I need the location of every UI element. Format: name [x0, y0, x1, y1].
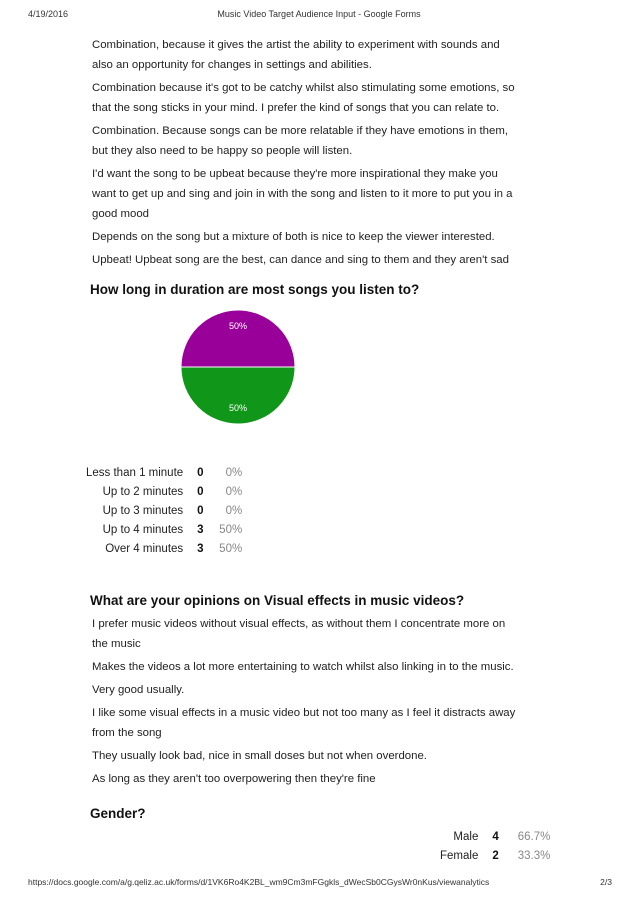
gender-results-table: [440, 827, 550, 865]
answers-list-visual-effects: [92, 614, 522, 792]
question-title-gender: Gender?: [90, 806, 146, 821]
option-count: 4: [492, 830, 499, 843]
table-row: [86, 482, 242, 501]
question-title-visual-effects: What are your opinions on Visual effects in music videos?: [90, 593, 465, 608]
answers-list-top: [92, 35, 522, 273]
footer-page-number: 2/3: [600, 877, 612, 887]
answer-text: They usually look bad, nice in small doses but not when overdone.: [92, 750, 427, 762]
table-row: [440, 827, 550, 846]
duration-results-table: [86, 463, 242, 558]
answer-text: Combination because it's got to be catchy whilst also stimulating some emotions, so that the song sticks in your mind. I prefer the kind of songs that you can relate to.: [92, 82, 515, 114]
pie-slice-label: 50%: [228, 403, 248, 414]
table-row: [86, 501, 242, 520]
option-label: Up to 4 minutes: [102, 523, 184, 536]
option-label: Male: [453, 830, 479, 843]
answer-text: Combination. Because songs can be more relatable if they have emotions in them, but they also need to be happy so people will listen.: [92, 125, 508, 157]
pie-slice-label: 50%: [228, 320, 248, 331]
option-percent: 0%: [225, 466, 243, 479]
option-count: 3: [197, 523, 204, 536]
table-row: [86, 539, 242, 558]
option-count: 0: [197, 504, 204, 517]
option-label: Over 4 minutes: [105, 542, 184, 555]
option-count: 0: [197, 485, 204, 498]
header-title: Music Video Target Audience Input - Google Forms: [217, 9, 421, 19]
answer-text: Depends on the song but a mixture of both is nice to keep the viewer interested.: [92, 231, 495, 243]
option-label: Female: [440, 849, 479, 862]
answer-text: Very good usually.: [92, 684, 185, 696]
table-row: [86, 463, 242, 482]
option-percent: 0%: [225, 504, 243, 517]
question-title-duration: How long in duration are most songs you listen to?: [90, 282, 420, 297]
pie-slice: [181, 310, 295, 367]
answer-text: I like some visual effects in a music video but not too many as I feel it distracts away from the song: [92, 707, 516, 739]
footer-url: https://docs.google.com/a/g.qeliz.ac.uk/forms/d/1VK6Ro4K2BL_wm9Cm3mFGgkls_dWecSb0CGysWr0nKus/viewanalytics: [28, 877, 490, 887]
option-count: 3: [197, 542, 204, 555]
answer-text: Combination, because it gives the artist the ability to experiment with sounds and also an opportunity for changes in settings and abilities.: [92, 39, 500, 71]
answer-text: Upbeat! Upbeat song are the best, can dance and sing to them and they aren't sad: [92, 254, 509, 266]
answer-text: I'd want the song to be upbeat because they're more inspirational they make you want to get up and sing and join in with the song and listen to it more to put you in a good mood: [92, 168, 513, 220]
option-label: Up to 3 minutes: [102, 504, 184, 517]
answer-text: Makes the videos a lot more entertaining to watch whilst also linking in to the music.: [92, 661, 514, 673]
option-percent: 66.7%: [517, 830, 551, 843]
option-percent: 50%: [219, 542, 243, 555]
option-percent: 0%: [225, 485, 243, 498]
option-label: Up to 2 minutes: [102, 485, 184, 498]
answer-text: As long as they aren't too overpowering then they're fine: [92, 773, 376, 785]
header-date: 4/19/2016: [28, 9, 69, 19]
option-percent: 33.3%: [517, 849, 551, 862]
duration-pie-chart: [178, 309, 298, 429]
option-count: 0: [197, 466, 204, 479]
table-row: [440, 846, 550, 865]
option-count: 2: [492, 849, 499, 862]
answer-text: I prefer music videos without visual effects, as without them I concentrate more on the music: [92, 618, 506, 650]
option-percent: 50%: [219, 523, 243, 536]
option-label: Less than 1 minute: [86, 466, 184, 479]
table-row: [86, 520, 242, 539]
pie-slice: [181, 367, 295, 424]
